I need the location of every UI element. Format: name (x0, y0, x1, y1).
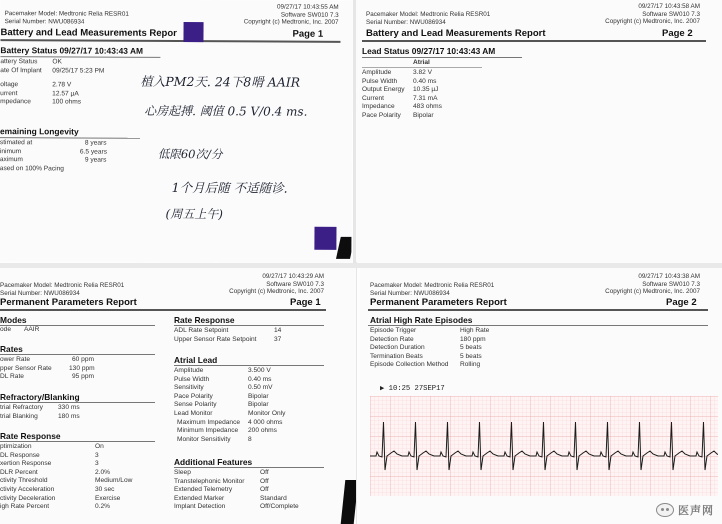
section-battery-status: Battery Status 09/27/17 10:43:43 AM (0, 45, 144, 56)
section-rule (0, 354, 155, 355)
redaction-box (183, 22, 203, 42)
wechat-icon (656, 503, 674, 517)
table-row: ode AAIR (0, 326, 40, 333)
section-remaining-longevity: emaining Longevity (0, 126, 79, 137)
section-rates: Rates (0, 344, 23, 354)
table-row: stimated at 8 years (0, 139, 107, 147)
report-datetime: 09/27/17 10:43:38 AM (638, 273, 700, 280)
handwritten-note-line2: 心房起搏. 阈值 0.5 V/0.4 ms. (144, 103, 308, 119)
report-datetime: 09/27/17 10:43:55 AM (277, 3, 339, 11)
section-rule (368, 325, 708, 326)
photo-shadow (341, 480, 356, 524)
serial-number: Serial Number: NWU086934 (366, 18, 446, 26)
serial-number: Serial Number: NWU086934 (4, 17, 85, 26)
battery-status-table (0, 58, 104, 108)
copyright: Copyright (c) Medtronic, Inc. 2007 (605, 288, 700, 295)
section-atrial-lead: Atrial Lead (174, 355, 218, 365)
table-row: Transtelephonic Monitor Off (174, 477, 269, 485)
sheet-battery-report-page2 (356, 0, 722, 262)
report-meta (229, 273, 324, 296)
ecg-timestamp: ▶ 10:25 27SEP17 (380, 385, 445, 393)
device-model: Pacemaker Model: Medtronic Relia RESR01 (366, 11, 491, 18)
table-row: ADL Rate Setpoint 14 (174, 327, 282, 334)
table-row: Impedance 483 ohms (362, 103, 442, 111)
report-title: Permanent Parameters Report (370, 297, 507, 308)
title-rule (0, 309, 326, 311)
table-row: mpedance 100 ohms (0, 98, 82, 106)
report-datetime: 09/27/17 10:43:58 AM (638, 3, 700, 10)
table-row: Termination Beats 5 beats (370, 352, 482, 360)
table-row: xertion Response 3 (0, 460, 99, 468)
page-number: Page 1 (292, 28, 324, 40)
table-row: Pace Polarity Bipolar (174, 392, 269, 400)
table-row: ased on 100% Pacing (0, 164, 64, 173)
section-lead-status: Lead Status 09/27/17 10:43:43 AM (362, 46, 496, 56)
serial-number: Serial Number: NWU086934 (370, 289, 450, 297)
section-modes: Modes (0, 315, 27, 325)
section-rule (0, 402, 155, 403)
device-header (370, 282, 494, 297)
table-row: Extended Marker Standard (174, 494, 287, 502)
table-row: Detection Rate 180 ppm (370, 335, 486, 343)
table-row: Monitor Sensitivity 8 (177, 435, 252, 443)
table-row: Pace Polarity Bipolar (362, 111, 434, 119)
report-title: Battery and Lead Measurements Repor (0, 27, 177, 40)
section-atrial-high-rate-episodes: Atrial High Rate Episodes (370, 315, 473, 325)
handwritten-note-line5: (周五上午) (165, 206, 223, 222)
additional-features-table (174, 469, 299, 512)
table-row: Amplitude 3.500 V (174, 367, 271, 374)
handwritten-note-line3: 低限60次/分 (157, 146, 223, 162)
table-row: ctivity Threshold Medium/Low (0, 477, 133, 485)
table-row: Upper Sensor Rate Setpoint 37 (174, 335, 282, 343)
table-row: Extended Telemetry Off (174, 486, 269, 494)
section-additional-features: Additional Features (174, 457, 253, 467)
page-number: Page 2 (666, 297, 697, 308)
table-row: ower Rate 60 ppm (0, 356, 94, 363)
page-number: Page 1 (290, 297, 321, 308)
table-row: aximum 9 years (0, 156, 107, 164)
table-row: DL Response 3 (0, 451, 99, 459)
table-row: Maximum Impedance 4 000 ohms (177, 418, 283, 426)
table-row: Current 7.31 mA (362, 94, 438, 102)
title-rule (0, 39, 340, 42)
table-row: Sleep Off (174, 469, 269, 476)
section-refractory-blanking: Refractory/Blanking (0, 392, 80, 402)
report-meta (605, 3, 700, 26)
rates-table (0, 356, 95, 382)
sheet-battery-report-page1 (0, 0, 353, 263)
report-title: Permanent Parameters Report (0, 297, 137, 308)
table-row: Pulse Width 0.40 ms (174, 375, 272, 383)
software-version: Software SW010 7.3 (642, 10, 700, 18)
table-row: Episode Collection Method Rolling (370, 361, 481, 369)
table-row: trial Blanking 180 ms (0, 412, 80, 420)
page-number: Page 2 (662, 28, 693, 39)
copyright: Copyright (c) Medtronic, Inc. 2007 (243, 18, 339, 26)
setpoint-table (174, 327, 281, 344)
table-row: trial Refractory 330 ms (0, 404, 80, 411)
software-version: Software SW010 7.3 (280, 11, 339, 19)
section-rate-response-setpoints: Rate Response (174, 315, 235, 325)
table-row: Sense Polarity Bipolar (174, 401, 269, 409)
table-row: ptimization On (0, 443, 104, 450)
software-version: Software SW010 7.3 (642, 280, 700, 288)
section-rule (174, 325, 324, 326)
copyright: Copyright (c) Medtronic, Inc. 2007 (605, 18, 700, 25)
column-rule (362, 67, 482, 68)
rate-response-table (0, 443, 132, 512)
table-row: attery Status OK (0, 58, 62, 66)
redaction-box (314, 227, 336, 250)
copyright: Copyright (c) Medtronic, Inc. 2007 (229, 288, 324, 295)
table-row: Detection Duration 5 beats (370, 344, 482, 352)
table-row: oltage 2.78 V (0, 81, 72, 89)
serial-number: Serial Number: NWU086934 (0, 289, 80, 297)
report-meta (605, 273, 700, 296)
table-row: Lead Monitor Monitor Only (174, 409, 286, 417)
table-row: DL Rate 95 ppm (0, 373, 94, 381)
photo-shadow (336, 237, 353, 259)
section-rule (0, 441, 155, 442)
device-header (366, 11, 490, 26)
table-row: ctivity Acceleration 30 sec (0, 485, 115, 493)
section-rate-response: Rate Response (0, 431, 61, 441)
ecg-strip (370, 396, 718, 496)
sheet-permanent-parameters-page2 (360, 268, 722, 524)
refractory-table (0, 404, 80, 421)
section-rule (362, 57, 522, 58)
section-rule (174, 467, 324, 468)
device-header (5, 10, 129, 26)
watermark-text: 医声网 (678, 505, 714, 517)
software-version: Software SW010 7.3 (266, 280, 324, 288)
table-row: ctivity Deceleration Exercise (0, 494, 121, 502)
device-header (0, 282, 124, 297)
table-row: DLR Percent 2.0% (0, 468, 111, 476)
table-row: Amplitude 3.82 V (362, 69, 433, 76)
watermark (656, 502, 714, 518)
device-model: Pacemaker Model: Medtronic Relia RESR01 (4, 10, 129, 18)
atrial-lead-table (174, 367, 285, 444)
table-row: Output Energy 10.35 µJ (362, 86, 439, 94)
table-row: inimum 6.5 years (0, 147, 108, 156)
episodes-table (370, 327, 489, 370)
device-model: Pacemaker Model: Medtronic Relia RESR01 (370, 282, 495, 289)
title-rule (368, 309, 708, 311)
table-row: igh Rate Percent 0.2% (0, 503, 111, 511)
atrial-column-header: Atrial (413, 59, 430, 66)
table-row: Sensitivity 0.50 mV (174, 384, 273, 392)
table-row: ate Of Implant 09/25/17 5:23 PM (0, 66, 105, 75)
handwritten-note-line1: 植入PM2天. 24下8嗗 AAIR (140, 73, 301, 90)
longevity-table (0, 139, 107, 174)
handwritten-note-line4: 1个月后随 不适随诊. (171, 179, 288, 196)
sheet-permanent-parameters-page1 (0, 268, 356, 524)
title-rule (362, 40, 706, 42)
table-row: Pulse Width 0.40 ms (362, 77, 437, 85)
table-row: Episode Trigger High Rate (370, 327, 490, 334)
table-row: pper Sensor Rate 130 ppm (0, 364, 95, 372)
lead-status-table (362, 69, 442, 121)
report-meta (244, 3, 339, 26)
report-title: Battery and Lead Measurements Report (366, 28, 546, 39)
modes-table (0, 326, 39, 335)
table-row: urrent 12.57 µA (0, 89, 79, 98)
table-row: Minimum Impedance 200 ohms (177, 427, 277, 435)
table-row: Implant Detection Off/Complete (174, 503, 299, 511)
device-model: Pacemaker Model: Medtronic Relia RESR01 (0, 282, 125, 289)
report-datetime: 09/27/17 10:43:29 AM (262, 273, 324, 280)
section-rule (174, 365, 324, 366)
